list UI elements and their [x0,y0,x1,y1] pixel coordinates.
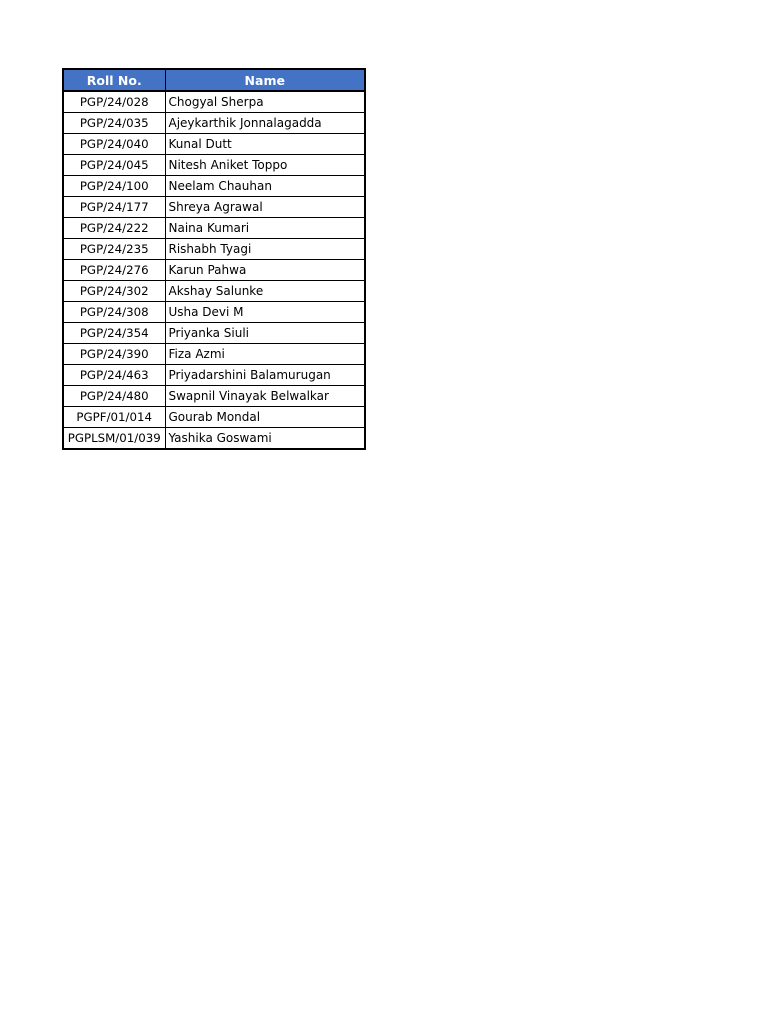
name-cell: Priyadarshini Balamurugan [165,365,365,386]
roll-cell: PGP/24/463 [63,365,165,386]
table-body [63,91,365,449]
name-cell: Chogyal Sherpa [165,91,365,113]
roll-cell: PGP/24/035 [63,113,165,134]
roll-cell: PGP/24/302 [63,281,165,302]
table-row [63,218,365,239]
roll-cell: PGP/24/480 [63,386,165,407]
name-cell: Usha Devi M [165,302,365,323]
name-cell: Akshay Salunke [165,281,365,302]
name-cell: Karun Pahwa [165,260,365,281]
student-roster-table [62,68,366,450]
roll-cell: PGPF/01/014 [63,407,165,428]
header-row [63,69,365,91]
roll-cell: PGP/24/308 [63,302,165,323]
document-page [62,68,364,450]
roll-cell: PGP/24/354 [63,323,165,344]
name-cell: Yashika Goswami [165,428,365,450]
roll-cell: PGP/24/045 [63,155,165,176]
table-row [63,239,365,260]
table-row [63,386,365,407]
name-cell: Neelam Chauhan [165,176,365,197]
table-row [63,365,365,386]
name-cell: Gourab Mondal [165,407,365,428]
roll-cell: PGP/24/235 [63,239,165,260]
roll-cell: PGP/24/177 [63,197,165,218]
table-row [63,134,365,155]
header-name: Name [165,69,365,91]
roll-cell: PGP/24/028 [63,91,165,113]
roll-cell: PGP/24/040 [63,134,165,155]
roll-cell: PGP/24/100 [63,176,165,197]
name-cell: Priyanka Siuli [165,323,365,344]
table-row [63,113,365,134]
table-row [63,91,365,113]
name-cell: Kunal Dutt [165,134,365,155]
table-row [63,323,365,344]
name-cell: Rishabh Tyagi [165,239,365,260]
roll-cell: PGP/24/222 [63,218,165,239]
roll-cell: PGPLSM/01/039 [63,428,165,450]
table-row [63,197,365,218]
name-cell: Nitesh Aniket Toppo [165,155,365,176]
table-header [63,69,365,91]
table-row [63,428,365,450]
header-roll-no: Roll No. [63,69,165,91]
roll-cell: PGP/24/390 [63,344,165,365]
table-row [63,176,365,197]
table-row [63,260,365,281]
roll-cell: PGP/24/276 [63,260,165,281]
table-row [63,281,365,302]
name-cell: Ajeykarthik Jonnalagadda [165,113,365,134]
name-cell: Swapnil Vinayak Belwalkar [165,386,365,407]
table-row [63,302,365,323]
table-row [63,344,365,365]
table-row [63,155,365,176]
name-cell: Shreya Agrawal [165,197,365,218]
name-cell: Naina Kumari [165,218,365,239]
name-cell: Fiza Azmi [165,344,365,365]
table-row [63,407,365,428]
